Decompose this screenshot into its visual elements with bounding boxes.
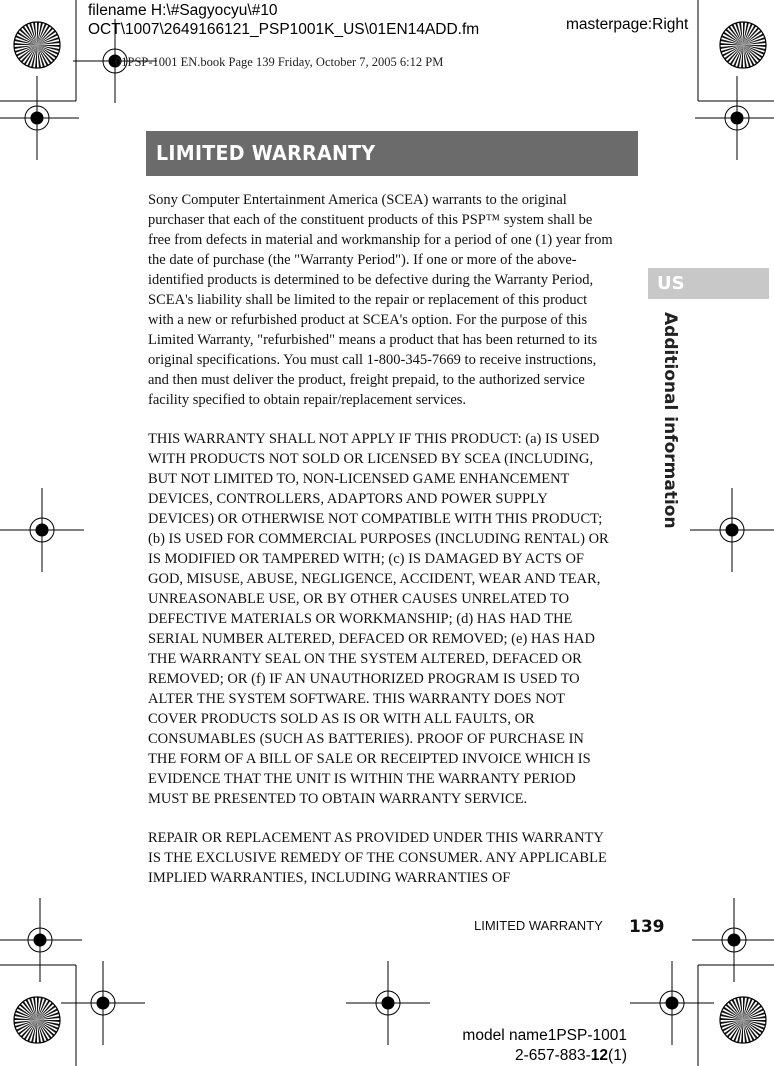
model-name: model name1PSP-1001 bbox=[462, 1027, 627, 1044]
body-line: facility specified to obtain repair/replacement services. bbox=[148, 392, 467, 408]
body-line: THIS WARRANTY SHALL NOT APPLY IF THIS PRODUCT: (a) IS USED bbox=[148, 431, 600, 447]
page-number: 139 bbox=[629, 917, 665, 937]
body-line: GOD, MISUSE, ABUSE, NEGLIGENCE, ACCIDENT, WEAR AND TEAR, bbox=[148, 571, 601, 587]
body-line: with a new or refurbished product at SCEA's option. For the purpose of this bbox=[148, 312, 588, 328]
body-line: and then must deliver the product, freight prepaid, to the authorized service bbox=[148, 372, 585, 388]
color-wheel-mark bbox=[14, 997, 60, 1043]
body-line: identified products is determined to be defective during the Warranty Period, bbox=[148, 272, 594, 288]
body-line: EVIDENCE THAT THE UNIT IS WITHIN THE WARRANTY PERIOD bbox=[148, 771, 576, 787]
body-line: DEVICES) OR OTHERWISE NOT COMPATIBLE WITH THIS PRODUCT; bbox=[148, 511, 603, 527]
body-line: IS THE EXCLUSIVE REMEDY OF THE CONSUMER. ANY APPLICABLE bbox=[148, 850, 607, 866]
section-title: LIMITED WARRANTY bbox=[156, 141, 376, 165]
body-line: SERIAL NUMBER ALTERED, DEFACED OR REMOVED; (e) HAS HAD bbox=[148, 631, 595, 647]
filename-line-1: filename H:\#Sagyocyu\#10 bbox=[88, 2, 278, 19]
body-line: REMOVED; OR (f) IF AN UNAUTHORIZED PROGRAM IS USED TO bbox=[148, 671, 580, 687]
warranty-body bbox=[148, 190, 640, 888]
body-line: BUT NOT LIMITED TO, NON-LICENSED GAME ENHANCEMENT bbox=[148, 471, 570, 487]
body-line: purchaser that each of the constituent products of this PSP™ system shall be bbox=[148, 212, 593, 228]
registration-target bbox=[690, 488, 774, 572]
masterpage-label: masterpage:Right bbox=[566, 16, 689, 33]
footer-section-label: LIMITED WARRANTY bbox=[474, 918, 603, 933]
body-paragraph bbox=[148, 190, 640, 410]
body-line: free from defects in material and workmanship for a period of one (1) year from bbox=[148, 232, 613, 248]
region-tab bbox=[648, 268, 769, 299]
color-wheel-mark bbox=[14, 22, 60, 68]
registration-target bbox=[0, 488, 84, 572]
body-line: the date of purchase (the "Warranty Period"). If one or more of the above- bbox=[148, 252, 577, 268]
section-header-bar bbox=[146, 131, 638, 176]
registration-target bbox=[692, 898, 774, 982]
body-line: DEFECTIVE MATERIALS OR WORKMANSHIP; (d) HAS HAD THE bbox=[148, 611, 573, 627]
registration-target bbox=[61, 961, 145, 1045]
body-line: UNREASONABLE USE, OR BY OTHER CAUSES UNRELATED TO bbox=[148, 591, 570, 607]
body-line: (b) IS USED FOR COMMERCIAL PURPOSES (INCLUDING RENTAL) OR bbox=[148, 531, 609, 547]
body-paragraph bbox=[148, 828, 640, 888]
registration-target bbox=[695, 76, 774, 160]
body-line: IS MODIFIED OR TAMPERED WITH; (c) IS DAMAGED BY ACTS OF bbox=[148, 551, 584, 567]
color-wheel-mark bbox=[720, 22, 766, 68]
registration-target bbox=[346, 961, 430, 1045]
body-line: MUST BE PRESENTED TO OBTAIN WARRANTY SERVICE. bbox=[148, 791, 528, 807]
region-label: US bbox=[657, 273, 685, 294]
registration-target bbox=[0, 76, 79, 160]
body-line: CONSUMABLES (SUCH AS BATTERIES). PROOF OF PURCHASE IN bbox=[148, 731, 584, 747]
color-wheel-mark bbox=[720, 997, 766, 1043]
registration-target bbox=[0, 898, 82, 982]
part-number-suffix: (1) bbox=[608, 1047, 627, 1064]
body-line: IMPLIED WARRANTIES, INCLUDING WARRANTIES OF bbox=[148, 870, 511, 886]
part-number bbox=[462, 1046, 627, 1066]
part-number-prefix: 2-657-883- bbox=[514, 1047, 591, 1064]
book-info: 01PSP-1001 EN.book Page 139 Friday, October 7, 2005 6:12 PM bbox=[115, 55, 444, 69]
body-line: original specifications. You must call 1-800-345-7669 to receive instructions, bbox=[148, 352, 597, 368]
chapter-side-label: Additional information bbox=[660, 312, 680, 529]
body-line: DEVICES, CONTROLLERS, ADAPTORS AND POWER SUPPLY bbox=[148, 491, 548, 507]
part-number-bold: 12 bbox=[590, 1047, 609, 1064]
body-line: SCEA's liability shall be limited to the repair or replacement of this product bbox=[148, 292, 588, 308]
registration-target bbox=[630, 961, 714, 1045]
body-line: Sony Computer Entertainment America (SCEA) warrants to the original bbox=[148, 192, 567, 208]
body-line: Limited Warranty, "refurbished" means a product that has been returned to its bbox=[148, 332, 598, 348]
print-filename bbox=[88, 1, 528, 39]
body-line: THE FORM OF A BILL OF SALE OR RECEIPTED INVOICE WHICH IS bbox=[148, 751, 591, 767]
body-line: REPAIR OR REPLACEMENT AS PROVIDED UNDER THIS WARRANTY bbox=[148, 830, 604, 846]
body-line: COVER PRODUCTS SOLD AS IS OR WITH ALL FAULTS, OR bbox=[148, 711, 535, 727]
body-line: THE WARRANTY SEAL ON THE SYSTEM ALTERED, DEFACED OR bbox=[148, 651, 582, 667]
filename-line-2: OCT\1007\2649166121_PSP1001K_US\01EN14ADD.fm bbox=[88, 21, 480, 38]
body-line: WITH PRODUCTS NOT SOLD OR LICENSED BY SCEA (INCLUDING, bbox=[148, 451, 594, 467]
body-paragraph bbox=[148, 429, 640, 809]
body-line: ALTER THE SYSTEM SOFTWARE. THIS WARRANTY DOES NOT bbox=[148, 691, 566, 707]
model-info bbox=[462, 1026, 627, 1066]
